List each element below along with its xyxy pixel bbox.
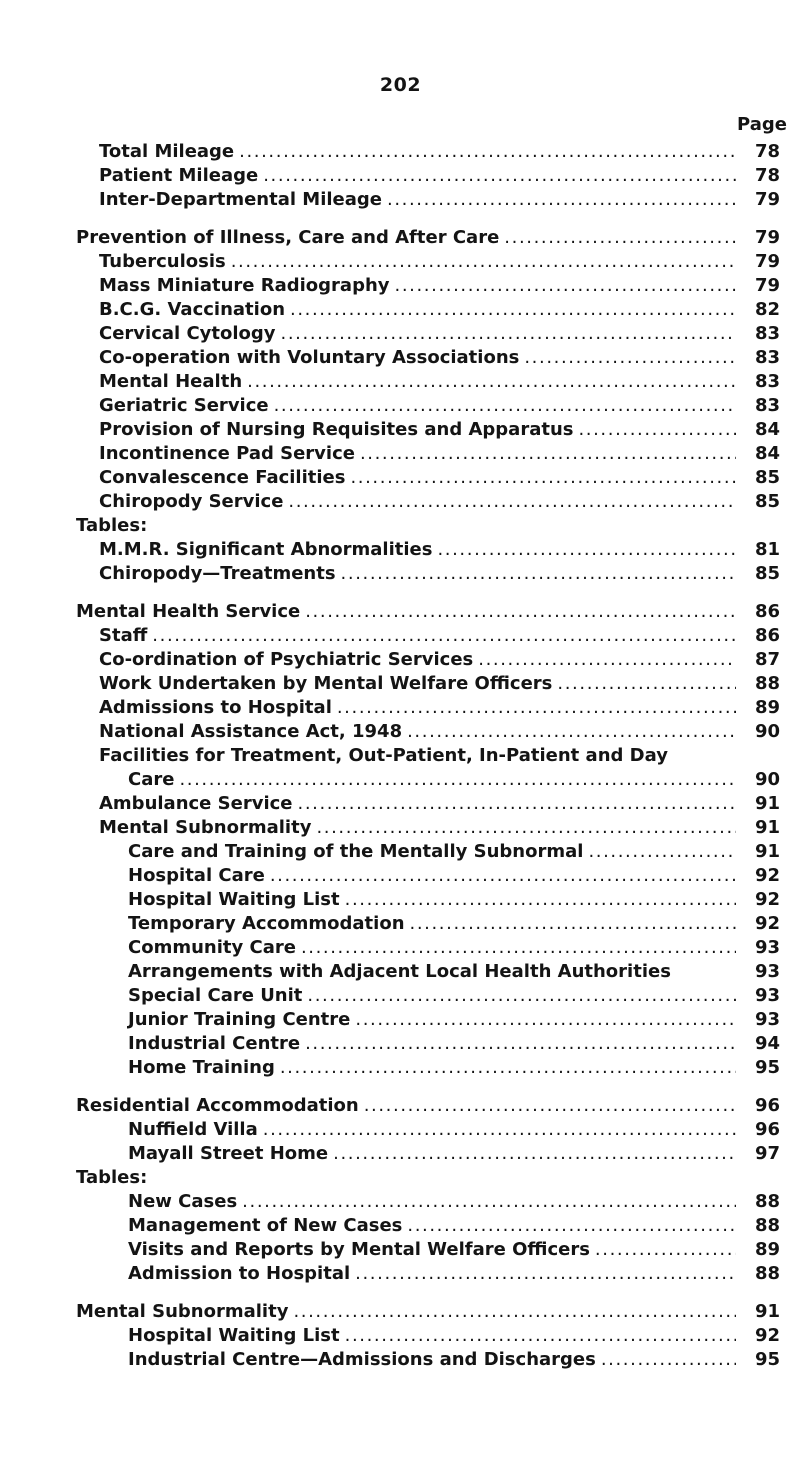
toc-entry-title: Mass Miniature Radiography bbox=[99, 275, 390, 296]
toc-section bbox=[76, 600, 780, 1080]
toc-entry-title: M.M.R. Significant Abnormalities bbox=[99, 539, 433, 560]
toc-entry bbox=[76, 538, 780, 562]
toc-entry-title: Mental Subnormality bbox=[76, 1301, 289, 1322]
toc-subheading: Tables: bbox=[76, 1167, 148, 1188]
dot-leader bbox=[437, 538, 736, 562]
toc-page-number: 79 bbox=[754, 275, 780, 296]
toc-page-number: 84 bbox=[754, 443, 780, 464]
toc-entry bbox=[76, 298, 780, 322]
toc-entry-title: Arrangements with Adjacent Local Health Authorities bbox=[128, 961, 671, 982]
page-number: 202 bbox=[379, 74, 422, 96]
toc-page-number: 97 bbox=[754, 1143, 780, 1164]
toc-entry-title: Mental Health Service bbox=[76, 601, 301, 622]
toc-page-number: 83 bbox=[754, 347, 780, 368]
toc-entry bbox=[76, 322, 780, 346]
dot-leader bbox=[601, 1348, 736, 1372]
dot-leader bbox=[407, 720, 736, 744]
toc-entry-title: Care bbox=[128, 769, 175, 790]
dot-leader bbox=[281, 322, 736, 346]
toc-entry-title: Tuberculosis bbox=[99, 251, 226, 272]
dot-leader bbox=[410, 912, 736, 936]
toc-page-number: 85 bbox=[754, 563, 780, 584]
toc-entry bbox=[76, 1142, 780, 1166]
dot-leader bbox=[316, 816, 736, 840]
toc-page-number: 96 bbox=[754, 1119, 780, 1140]
toc-entry bbox=[76, 490, 780, 514]
toc-page-number: 79 bbox=[754, 189, 780, 210]
dot-leader bbox=[341, 562, 736, 586]
toc-entry bbox=[76, 1056, 780, 1080]
toc-page-number: 92 bbox=[754, 865, 780, 886]
dot-leader bbox=[345, 888, 736, 912]
toc-entry bbox=[76, 792, 780, 816]
toc-entry bbox=[76, 1238, 780, 1262]
toc-entry bbox=[76, 442, 780, 466]
toc-page-number: 92 bbox=[754, 913, 780, 934]
toc-entry-title: Co-ordination of Psychiatric Services bbox=[99, 649, 474, 670]
dot-leader bbox=[305, 600, 736, 624]
toc-entry-title: Home Training bbox=[128, 1057, 275, 1078]
toc-entry-title: Provision of Nursing Requisites and Apparatus bbox=[99, 419, 574, 440]
toc-page-number: 91 bbox=[754, 1301, 780, 1322]
dot-leader bbox=[355, 1008, 736, 1032]
toc-entry-title: Incontinence Pad Service bbox=[99, 443, 355, 464]
dot-leader bbox=[239, 140, 736, 164]
toc-entry bbox=[76, 250, 780, 274]
toc-entry bbox=[76, 624, 780, 648]
toc-entry bbox=[76, 936, 780, 960]
toc-page-number: 82 bbox=[754, 299, 780, 320]
toc-entry bbox=[76, 418, 780, 442]
dot-leader bbox=[387, 188, 736, 212]
toc-entry bbox=[76, 840, 780, 864]
toc-entry-title: New Cases bbox=[128, 1191, 238, 1212]
dot-leader bbox=[524, 346, 736, 370]
toc-entry-title: Ambulance Service bbox=[99, 793, 293, 814]
toc-entry bbox=[76, 888, 780, 912]
dot-leader bbox=[263, 164, 736, 188]
toc-entry-title: Convalescence Facilities bbox=[99, 467, 346, 488]
toc-entry bbox=[76, 226, 780, 250]
toc-page-number: 84 bbox=[754, 419, 780, 440]
dot-leader bbox=[557, 672, 736, 696]
dot-leader bbox=[263, 1118, 736, 1142]
dot-leader bbox=[293, 1300, 736, 1324]
toc-section bbox=[76, 1094, 780, 1286]
toc-page-number: 81 bbox=[754, 539, 780, 560]
toc-entry bbox=[76, 164, 780, 188]
toc-entry-title: Chiropody—Treatments bbox=[99, 563, 336, 584]
dot-leader bbox=[395, 274, 736, 298]
toc-page-number: 91 bbox=[754, 817, 780, 838]
toc-entry-title: Hospital Waiting List bbox=[128, 1325, 340, 1346]
toc-entry bbox=[76, 274, 780, 298]
toc-entry-title: Admission to Hospital bbox=[128, 1263, 351, 1284]
toc-page-number: 93 bbox=[754, 961, 780, 982]
toc-entry bbox=[76, 1214, 780, 1238]
toc-entry-title: Community Care bbox=[128, 937, 296, 958]
toc-entry bbox=[76, 1094, 780, 1118]
toc-entry-title: Admissions to Hospital bbox=[99, 697, 332, 718]
toc-page-number: 90 bbox=[754, 721, 780, 742]
toc-entry bbox=[76, 696, 780, 720]
page-column-heading: Page bbox=[737, 114, 787, 135]
toc-page-number: 88 bbox=[754, 1191, 780, 1212]
dot-leader bbox=[345, 1324, 736, 1348]
toc-entry bbox=[76, 600, 780, 624]
toc-entry bbox=[76, 562, 780, 586]
toc-entry-title: Co-operation with Voluntary Associations bbox=[99, 347, 520, 368]
dot-leader bbox=[288, 490, 736, 514]
toc-page-number: 94 bbox=[754, 1033, 780, 1054]
dot-leader bbox=[270, 864, 736, 888]
toc-entry bbox=[76, 346, 780, 370]
dot-leader bbox=[407, 1214, 736, 1238]
toc-page-number: 91 bbox=[754, 841, 780, 862]
toc-entry-title: Prevention of Illness, Care and After Care bbox=[76, 227, 500, 248]
dot-leader bbox=[350, 466, 736, 490]
toc-page-number: 93 bbox=[754, 985, 780, 1006]
toc-entry bbox=[76, 370, 780, 394]
toc-page-number: 88 bbox=[754, 673, 780, 694]
dot-leader bbox=[588, 840, 736, 864]
toc-entry-title: Industrial Centre—Admissions and Discharges bbox=[128, 1349, 596, 1370]
toc-entry bbox=[76, 1118, 780, 1142]
toc-page-number: 87 bbox=[754, 649, 780, 670]
toc-entry-title: Inter-Departmental Mileage bbox=[99, 189, 382, 210]
toc-page-number: 79 bbox=[754, 251, 780, 272]
toc-page-number: 86 bbox=[754, 625, 780, 646]
dot-leader bbox=[280, 1056, 736, 1080]
toc-entry bbox=[76, 1348, 780, 1372]
toc-page-number: 83 bbox=[754, 395, 780, 416]
toc-page-number: 85 bbox=[754, 491, 780, 512]
toc-entry bbox=[76, 912, 780, 936]
toc-entry bbox=[76, 816, 780, 840]
toc-entry bbox=[76, 1262, 780, 1286]
dot-leader bbox=[478, 648, 736, 672]
toc-page-number: 89 bbox=[754, 697, 780, 718]
toc-entry-title: Visits and Reports by Mental Welfare Officers bbox=[128, 1239, 590, 1260]
toc-entry-title: Mental Health bbox=[99, 371, 243, 392]
toc-entry-title: Patient Mileage bbox=[99, 165, 259, 186]
toc-page-number: 85 bbox=[754, 467, 780, 488]
toc-entry-title: Management of New Cases bbox=[128, 1215, 403, 1236]
toc-entry bbox=[76, 1324, 780, 1348]
toc-entry bbox=[76, 1008, 780, 1032]
toc-entry bbox=[76, 394, 780, 418]
toc-page-number: 91 bbox=[754, 793, 780, 814]
dot-leader bbox=[337, 696, 736, 720]
toc-page-number: 78 bbox=[754, 165, 780, 186]
toc-entry-title: Geriatric Service bbox=[99, 395, 269, 416]
dot-leader bbox=[578, 418, 736, 442]
toc-section bbox=[76, 1300, 780, 1372]
toc-page-number: 88 bbox=[754, 1263, 780, 1284]
toc-entry bbox=[76, 1300, 780, 1324]
table-of-contents bbox=[76, 140, 780, 1386]
toc-page-number: 96 bbox=[754, 1095, 780, 1116]
toc-entry bbox=[76, 984, 780, 1008]
toc-entry-title: Junior Training Centre bbox=[128, 1009, 351, 1030]
toc-entry bbox=[76, 864, 780, 888]
toc-entry-title: Care and Training of the Mentally Subnormal bbox=[128, 841, 584, 862]
toc-page-number: 78 bbox=[754, 141, 780, 162]
dot-leader bbox=[231, 250, 736, 274]
toc-entry-title: Staff bbox=[99, 625, 148, 646]
dot-leader bbox=[242, 1190, 736, 1214]
dot-leader bbox=[364, 1094, 736, 1118]
toc-entry bbox=[76, 466, 780, 490]
toc-entry bbox=[76, 140, 780, 164]
toc-entry bbox=[76, 744, 780, 792]
toc-page-number: 86 bbox=[754, 601, 780, 622]
toc-entry-title: Industrial Centre bbox=[128, 1033, 301, 1054]
toc-entry bbox=[76, 188, 780, 212]
toc-entry-title: Total Mileage bbox=[99, 141, 235, 162]
dot-leader bbox=[274, 394, 736, 418]
dot-leader bbox=[301, 936, 736, 960]
dot-leader bbox=[360, 442, 736, 466]
toc-entry-title: Residential Accommodation bbox=[76, 1095, 359, 1116]
toc-entry-title: Hospital Care bbox=[128, 865, 265, 886]
dot-leader bbox=[333, 1142, 736, 1166]
toc-entry-title: Chiropody Service bbox=[99, 491, 284, 512]
dot-leader bbox=[504, 226, 736, 250]
dot-leader bbox=[595, 1238, 736, 1262]
dot-leader bbox=[298, 792, 737, 816]
toc-page-number: 95 bbox=[754, 1057, 780, 1078]
toc-subheading: Tables: bbox=[76, 515, 148, 536]
toc-entry-title: Hospital Waiting List bbox=[128, 889, 340, 910]
toc-entry-title: Work Undertaken by Mental Welfare Officers bbox=[99, 673, 553, 694]
toc-entry-title: Cervical Cytology bbox=[99, 323, 276, 344]
dot-leader bbox=[247, 370, 736, 394]
toc-page-number: 88 bbox=[754, 1215, 780, 1236]
toc-page-number: 79 bbox=[754, 227, 780, 248]
toc-entry bbox=[76, 960, 780, 984]
toc-entry bbox=[76, 1032, 780, 1056]
toc-page-number: 92 bbox=[754, 889, 780, 910]
toc-page-number: 93 bbox=[754, 937, 780, 958]
toc-entry-title: Mayall Street Home bbox=[128, 1143, 329, 1164]
dot-leader bbox=[307, 984, 736, 1008]
dot-leader bbox=[305, 1032, 736, 1056]
toc-entry-title: B.C.G. Vaccination bbox=[99, 299, 286, 320]
toc-entry-title: Mental Subnormality bbox=[99, 817, 312, 838]
toc-entry-title: Temporary Accommodation bbox=[128, 913, 405, 934]
toc-page-number: 90 bbox=[754, 769, 780, 790]
toc-entry bbox=[76, 720, 780, 744]
toc-entry-title: Facilities for Treatment, Out-Patient, In-Patient and Day bbox=[99, 745, 668, 766]
toc-entry-title: Nuffield Villa bbox=[128, 1119, 258, 1140]
toc-entry bbox=[76, 1190, 780, 1214]
toc-page-number: 93 bbox=[754, 1009, 780, 1030]
toc-page-number: 92 bbox=[754, 1325, 780, 1346]
dot-leader bbox=[290, 298, 736, 322]
dot-leader bbox=[179, 768, 736, 792]
toc-section bbox=[76, 226, 780, 586]
toc-page-number: 89 bbox=[754, 1239, 780, 1260]
toc-section bbox=[76, 140, 780, 212]
toc-page-number: 83 bbox=[754, 323, 780, 344]
dot-leader bbox=[152, 624, 736, 648]
toc-page-number: 83 bbox=[754, 371, 780, 392]
toc-entry-title: National Assistance Act, 1948 bbox=[99, 721, 403, 742]
toc-entry bbox=[76, 648, 780, 672]
toc-page-number: 95 bbox=[754, 1349, 780, 1370]
dot-leader bbox=[355, 1262, 736, 1286]
toc-entry-title: Special Care Unit bbox=[128, 985, 303, 1006]
toc-entry bbox=[76, 672, 780, 696]
